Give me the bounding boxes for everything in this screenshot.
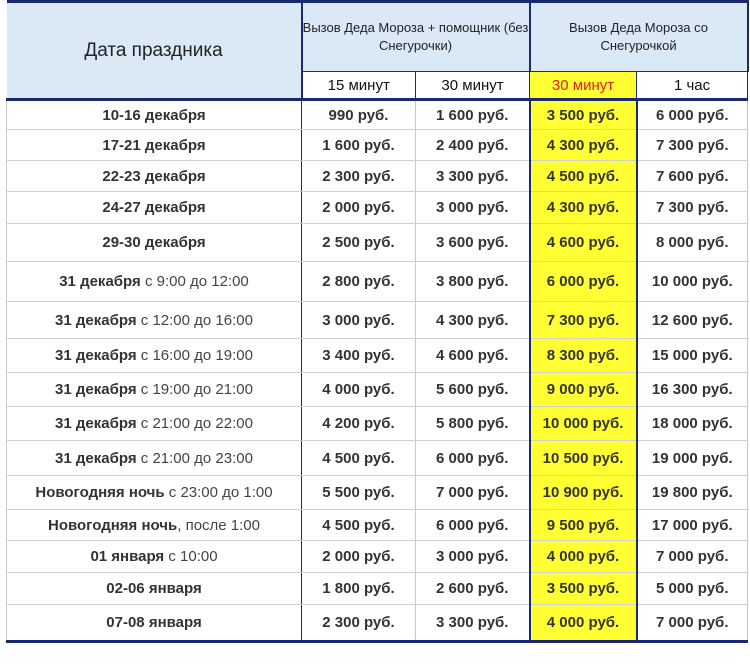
row-date-cell <box>7 339 302 373</box>
price-snegurochka-30min-cell: 8 300 руб. <box>530 339 637 373</box>
price-15min-cell: 3 400 руб. <box>302 339 416 373</box>
price-snegurochka-1h-cell: 15 000 руб. <box>637 339 748 373</box>
price-snegurochka-30min-cell: 10 500 руб. <box>530 441 637 476</box>
row-date-cell <box>7 541 302 573</box>
price-snegurochka-30min-cell: 4 000 руб. <box>530 541 637 573</box>
price-snegurochka-30min-cell: 10 000 руб. <box>530 407 637 441</box>
row-time-range: с 10:00 <box>164 548 218 565</box>
price-15min-cell: 2 000 руб. <box>302 541 416 573</box>
price-30min-cell: 3 300 руб. <box>416 605 530 642</box>
price-15min-cell: 2 300 руб. <box>302 161 416 192</box>
table-row <box>7 100 748 130</box>
row-date-cell <box>7 100 302 130</box>
table-row <box>7 441 748 476</box>
row-date: 29-30 декабря <box>102 234 206 251</box>
price-snegurochka-30min-cell: 9 000 руб. <box>530 373 637 407</box>
row-date-cell <box>7 130 302 161</box>
row-date-cell <box>7 302 302 339</box>
price-15min-cell: 2 800 руб. <box>302 262 416 302</box>
row-date: 07-08 января <box>106 614 202 631</box>
price-30min-cell: 7 000 руб. <box>416 476 530 510</box>
price-snegurochka-30min-cell: 4 600 руб. <box>530 224 637 262</box>
price-snegurochka-1h-cell: 7 300 руб. <box>637 192 748 224</box>
row-time-range: с 21:00 до 22:00 <box>136 415 253 432</box>
price-30min-cell: 3 800 руб. <box>416 262 530 302</box>
price-table-body <box>7 100 748 642</box>
price-15min-cell: 990 руб. <box>302 100 416 130</box>
price-15min-cell: 4 200 руб. <box>302 407 416 441</box>
table-row <box>7 262 748 302</box>
row-time-range: с 12:00 до 16:00 <box>136 311 253 329</box>
price-30min-cell: 2 400 руб. <box>416 130 530 161</box>
duration-header-30: 30 минут <box>416 72 530 100</box>
price-table-header <box>7 2 748 100</box>
price-15min-cell: 2 000 руб. <box>302 192 416 224</box>
price-snegurochka-1h-cell: 7 000 руб. <box>637 541 748 573</box>
row-time-range: с 16:00 до 19:00 <box>136 347 253 364</box>
price-snegurochka-1h-cell: 19 800 руб. <box>637 476 748 510</box>
table-row <box>7 510 748 541</box>
price-30min-cell: 1 600 руб. <box>416 100 530 130</box>
price-snegurochka-1h-cell: 7 000 руб. <box>637 605 748 642</box>
row-date: Новогодняя ночь <box>48 516 178 534</box>
row-time-range: с 21:00 до 23:00 <box>136 449 253 467</box>
table-row <box>7 573 748 605</box>
date-column-header: Дата праздника <box>7 2 302 100</box>
price-30min-cell: 5 800 руб. <box>416 407 530 441</box>
row-time-range: с 19:00 до 21:00 <box>136 381 253 398</box>
row-date-cell <box>7 476 302 510</box>
row-date: 31 декабря <box>55 381 137 398</box>
row-date-cell <box>7 407 302 441</box>
group-header-snegurochka: Вызов Деда Мороза со Снегурочкой <box>530 2 748 72</box>
row-date: 10-16 декабря <box>102 106 206 124</box>
price-30min-cell: 4 600 руб. <box>416 339 530 373</box>
table-row <box>7 541 748 573</box>
duration-header-30-highlight: 30 минут <box>530 72 637 100</box>
price-snegurochka-1h-cell: 18 000 руб. <box>637 407 748 441</box>
table-row <box>7 302 748 339</box>
price-15min-cell: 2 300 руб. <box>302 605 416 642</box>
row-date: 24-27 декабря <box>102 199 206 216</box>
duration-header-15: 15 минут <box>302 72 416 100</box>
price-table <box>6 0 749 643</box>
row-date-cell <box>7 161 302 192</box>
price-snegurochka-30min-cell: 7 300 руб. <box>530 302 637 339</box>
price-snegurochka-30min-cell: 3 500 руб. <box>530 100 637 130</box>
price-snegurochka-1h-cell: 19 000 руб. <box>637 441 748 476</box>
price-30min-cell: 6 000 руб. <box>416 441 530 476</box>
price-snegurochka-1h-cell: 5 000 руб. <box>637 573 748 605</box>
row-date: 31 декабря <box>55 347 137 364</box>
group-header-assistant: Вызов Деда Мороза + помощник (без Снегурочки) <box>302 2 530 72</box>
price-15min-cell: 1 800 руб. <box>302 573 416 605</box>
price-30min-cell: 2 600 руб. <box>416 573 530 605</box>
price-15min-cell: 4 000 руб. <box>302 373 416 407</box>
table-row <box>7 476 748 510</box>
row-date: 02-06 января <box>106 580 202 597</box>
table-row <box>7 192 748 224</box>
price-15min-cell: 4 500 руб. <box>302 510 416 541</box>
table-row <box>7 407 748 441</box>
price-15min-cell: 1 600 руб. <box>302 130 416 161</box>
row-date-cell <box>7 605 302 642</box>
row-date-cell <box>7 441 302 476</box>
row-date-cell <box>7 192 302 224</box>
row-date: 31 декабря <box>59 273 141 290</box>
row-date: 31 декабря <box>55 311 137 329</box>
price-30min-cell: 3 600 руб. <box>416 224 530 262</box>
price-snegurochka-1h-cell: 17 000 руб. <box>637 510 748 541</box>
price-15min-cell: 2 500 руб. <box>302 224 416 262</box>
price-snegurochka-30min-cell: 4 000 руб. <box>530 605 637 642</box>
price-snegurochka-1h-cell: 12 600 руб. <box>637 302 748 339</box>
row-date-cell <box>7 373 302 407</box>
row-time-range: , после 1:00 <box>177 516 260 534</box>
row-date-cell <box>7 224 302 262</box>
price-snegurochka-1h-cell: 10 000 руб. <box>637 262 748 302</box>
duration-header-60: 1 час <box>637 72 748 100</box>
table-row <box>7 373 748 407</box>
price-15min-cell: 4 500 руб. <box>302 441 416 476</box>
row-time-range: с 23:00 до 1:00 <box>164 484 273 501</box>
row-date: 17-21 декабря <box>102 136 206 154</box>
price-30min-cell: 3 000 руб. <box>416 192 530 224</box>
price-snegurochka-30min-cell: 4 300 руб. <box>530 130 637 161</box>
price-snegurochka-30min-cell: 3 500 руб. <box>530 573 637 605</box>
table-row <box>7 161 748 192</box>
row-date-cell <box>7 573 302 605</box>
price-snegurochka-1h-cell: 7 600 руб. <box>637 161 748 192</box>
price-snegurochka-1h-cell: 16 300 руб. <box>637 373 748 407</box>
row-date-cell <box>7 510 302 541</box>
price-30min-cell: 3 300 руб. <box>416 161 530 192</box>
row-date: 22-23 декабря <box>102 167 206 185</box>
table-row <box>7 224 748 262</box>
row-date: 31 декабря <box>55 415 137 432</box>
price-snegurochka-30min-cell: 9 500 руб. <box>530 510 637 541</box>
row-date: 01 января <box>90 548 165 565</box>
price-snegurochka-1h-cell: 8 000 руб. <box>637 224 748 262</box>
price-15min-cell: 3 000 руб. <box>302 302 416 339</box>
price-30min-cell: 6 000 руб. <box>416 510 530 541</box>
row-date-cell <box>7 262 302 302</box>
row-date: Новогодняя ночь <box>35 484 165 501</box>
price-30min-cell: 3 000 руб. <box>416 541 530 573</box>
table-row <box>7 605 748 642</box>
price-snegurochka-30min-cell: 10 900 руб. <box>530 476 637 510</box>
table-row <box>7 339 748 373</box>
price-snegurochka-30min-cell: 6 000 руб. <box>530 262 637 302</box>
price-30min-cell: 4 300 руб. <box>416 302 530 339</box>
row-time-range: с 9:00 до 12:00 <box>140 273 249 290</box>
price-snegurochka-1h-cell: 6 000 руб. <box>637 100 748 130</box>
table-row <box>7 130 748 161</box>
price-snegurochka-1h-cell: 7 300 руб. <box>637 130 748 161</box>
price-30min-cell: 5 600 руб. <box>416 373 530 407</box>
row-date: 31 декабря <box>55 449 137 467</box>
price-snegurochka-30min-cell: 4 500 руб. <box>530 161 637 192</box>
price-15min-cell: 5 500 руб. <box>302 476 416 510</box>
price-snegurochka-30min-cell: 4 300 руб. <box>530 192 637 224</box>
